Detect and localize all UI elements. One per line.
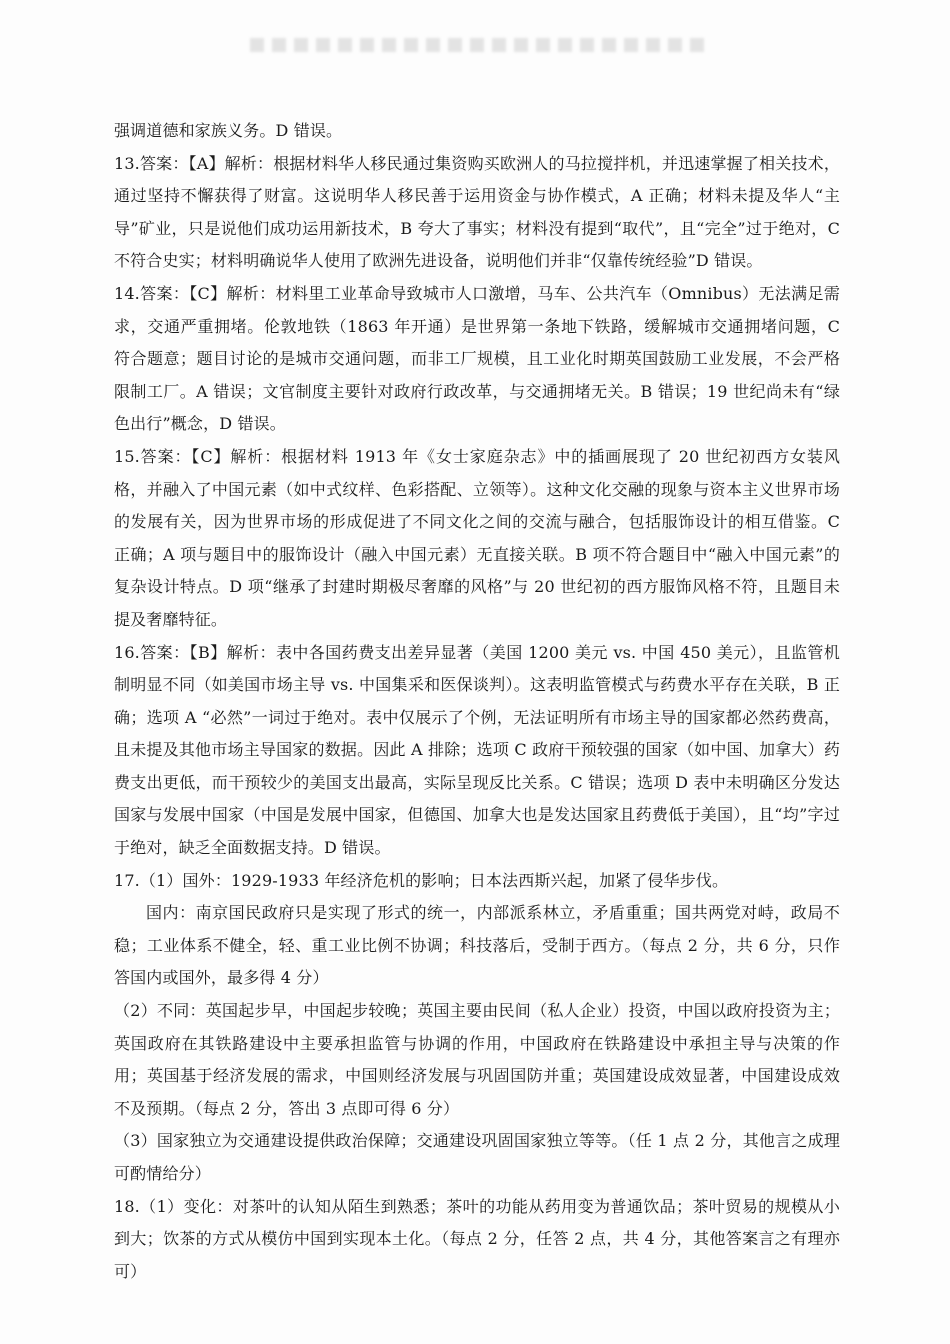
paragraph-q18-part1: 18.（1）变化：对茶叶的认知从陌生到熟悉；茶叶的功能从药用变为普通饮品；茶叶贸易的规模从小到大；饮茶的方式从模仿中国到实现本土化。（每点 2 分，任答 2 点，共 4 分，其他答案言之有理亦可） xyxy=(114,1196,840,1281)
paragraph-q17-part3: （3）国家独立为交通建设提供政治保障；交通建设巩固国家独立等等。（任 1 点 2 分，其他言之成理可酌情给分） xyxy=(114,1131,840,1183)
paragraph-q13: 13.答案：【A】解析：根据材料华人移民通过集资购买欧洲人的马拉搅拌机，并迅速掌握了相关技术，通过坚持不懈获得了财富。这说明华人移民善于运用资金与协作模式，A 正确；材料未提及华人“主导”矿业，只是说他们成功运用新技术，B 夸大了事实；材料没有提到“取代”，且“完全”过于绝对，C 不符合史实；材料明确说华人使用了欧洲先进设备，说明他们并非“仅靠传统经验”D 错误。 xyxy=(114,153,840,271)
answer-content xyxy=(114,115,840,1288)
paragraph-q12-tail: 强调道德和家族义务。D 错误。 xyxy=(114,121,343,140)
faded-header xyxy=(250,38,710,52)
paragraph-q15: 15.答案：【C】解析：根据材料 1913 年《女士家庭杂志》中的插画展现了 20 世纪初西方女装风格，并融入了中国元素（如中式纹样、色彩搭配、立领等）。这种文化交融的现象与资本主义世界市场的发展有关，因为世界市场的形成促进了不同文化之间的交流与融合，包括服饰设计的相互借鉴。C 正确；A 项与题目中的服饰设计（融入中国元素）无直接关联。B 项不符合题目中“融入中国元素”的复杂设计特点。D 项“继承了封建时期极尽奢靡的风格”与 20 世纪初的西方服饰风格不符，且题目未提及奢靡特征。 xyxy=(114,446,840,629)
paragraph-q17-domestic: 国内：南京国民政府只是实现了形式的统一，内部派系林立，矛盾重重；国共两党对峙，政局不稳；工业体系不健全，轻、重工业比例不协调；科技落后，受制于西方。（每点 2 分，共 6 分，只作答国内或国外，最多得 4 分） xyxy=(114,903,840,988)
paragraph-q17-part1: 17.（1）国外：1929-1933 年经济危机的影响；日本法西斯兴起，加紧了侵华步伐。 xyxy=(114,870,729,890)
paragraph-q17-part2: （2）不同：英国起步早，中国起步较晚；英国主要由民间（私人企业）投资，中国以政府投资为主；英国政府在其铁路建设中主要承担监管与协调的作用，中国政府在铁路建设中承担主导与决策的作用；英国基于经济发展的需求，中国则经济发展与巩固国防并重；英国建设成效显著，中国建设成效不及预期。（每点 2 分，答出 3 点即可得 6 分） xyxy=(114,1001,840,1118)
paragraph-q14: 14.答案：【C】解析：材料里工业革命导致城市人口激增，马车、公共汽车（Omnibus）无法满足需求，交通严重拥堵。伦敦地铁（1863 年开通）是世界第一条地下铁路，缓解城市交通拥堵问题，C 符合题意；题目讨论的是城市交通问题，而非工厂规模，且工业化时期英国鼓励工业发展，不会严格限制工厂。A 错误；文官制度主要针对政府行政改革，与交通拥堵无关。B 错误；19 世纪尚未有“绿色出行”概念，D 错误。 xyxy=(114,283,840,434)
paragraph-q16: 16.答案：【B】解析：表中各国药费支出差异显著（美国 1200 美元 vs. 中国 450 美元），且监管机制明显不同（如美国市场主导 vs. 中国集采和医保谈判）。这表明监管模式与药费水平存在关联，B 正确；选项 A “必然”一词过于绝对。表中仅展示了个例，无法证明所有市场主导的国家都必然药费高，且未提及其他市场主导国家的数据。因此 A 排除；选项 C 政府干预较强的国家（如中国、加拿大）药费支出更低，而干预较少的美国支出最高，实际呈现反比关系。C 错误；选项 D 表中未明确区分发达国家与发展中国家（中国是发展中国家，但德国、加拿大也是发达国家且药费低于美国），且“均”字过于绝对，缺乏全面数据支持。D 错误。 xyxy=(114,642,840,858)
